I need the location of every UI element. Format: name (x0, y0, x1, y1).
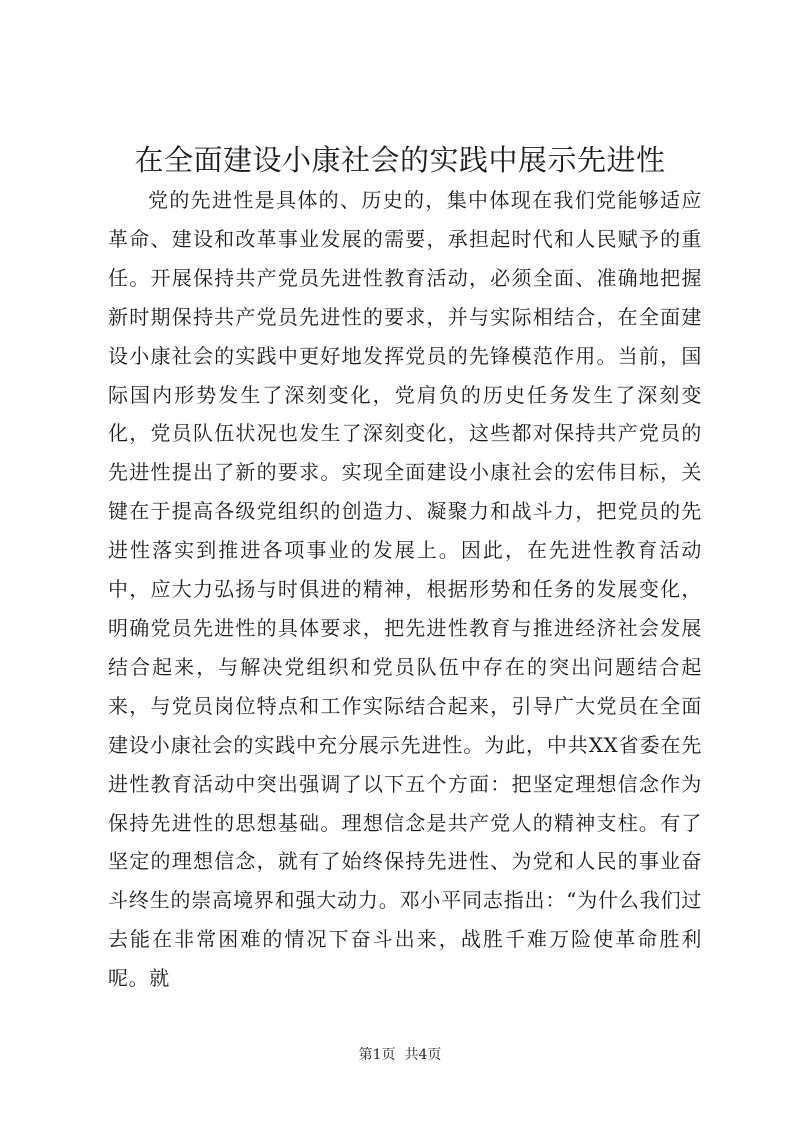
body-paragraph: 党的先进性是具体的、历史的，集中体现在我们党能够适应革命、建设和改革事业发展的需要，承担起时代和人民赋予的重任。开展保持共产党员先进性教育活动，必须全面、准确地把握新时期保持共产党员先进性的要求，并与实际相结合，在全面建设小康社会的实践中更好地发挥党员的先锋模范作用。当前，国际国内形势发生了深刻变化，党肩负的历史任务发生了深刻变化，党员队伍状况也发生了深刻变化，这些都对保持共产党员的先进性提出了新的要求。实现全面建设小康社会的宏伟目标，关键在于提高各级党组织的创造力、凝聚力和战斗力，把党员的先进性落实到推进各项事业的发展上。因此，在先进性教育活动中，应大力弘扬与时俱进的精神，根据形势和任务的发展变化，明确党员先进性的具体要求，把先进性教育与推进经济社会发展结合起来，与解决党组织和党员队伍中存在的突出问题结合起来，与党员岗位特点和工作实际结合起来，引导广大党员在全面建设小康社会的实践中充分展示先进性。为此，中共XX省委在先进性教育活动中突出强调了以下五个方面：把坚定理想信念作为保持先进性的思想基础。理想信念是共产党人的精神支柱。有了坚定的理想信念，就有了始终保持先进性、为党和人民的事业奋斗终生的崇高境界和强大动力。邓小平同志指出：“为什么我们过去能在非常困难的情况下奋斗出来，战胜千难万险使革命胜利呢。就 (108, 188, 702, 991)
document-title: 在全面建设小康社会的实践中展示先进性 (134, 143, 666, 177)
page-number: 第1页 共4页 (358, 1047, 442, 1063)
page-footer (0, 1045, 800, 1065)
